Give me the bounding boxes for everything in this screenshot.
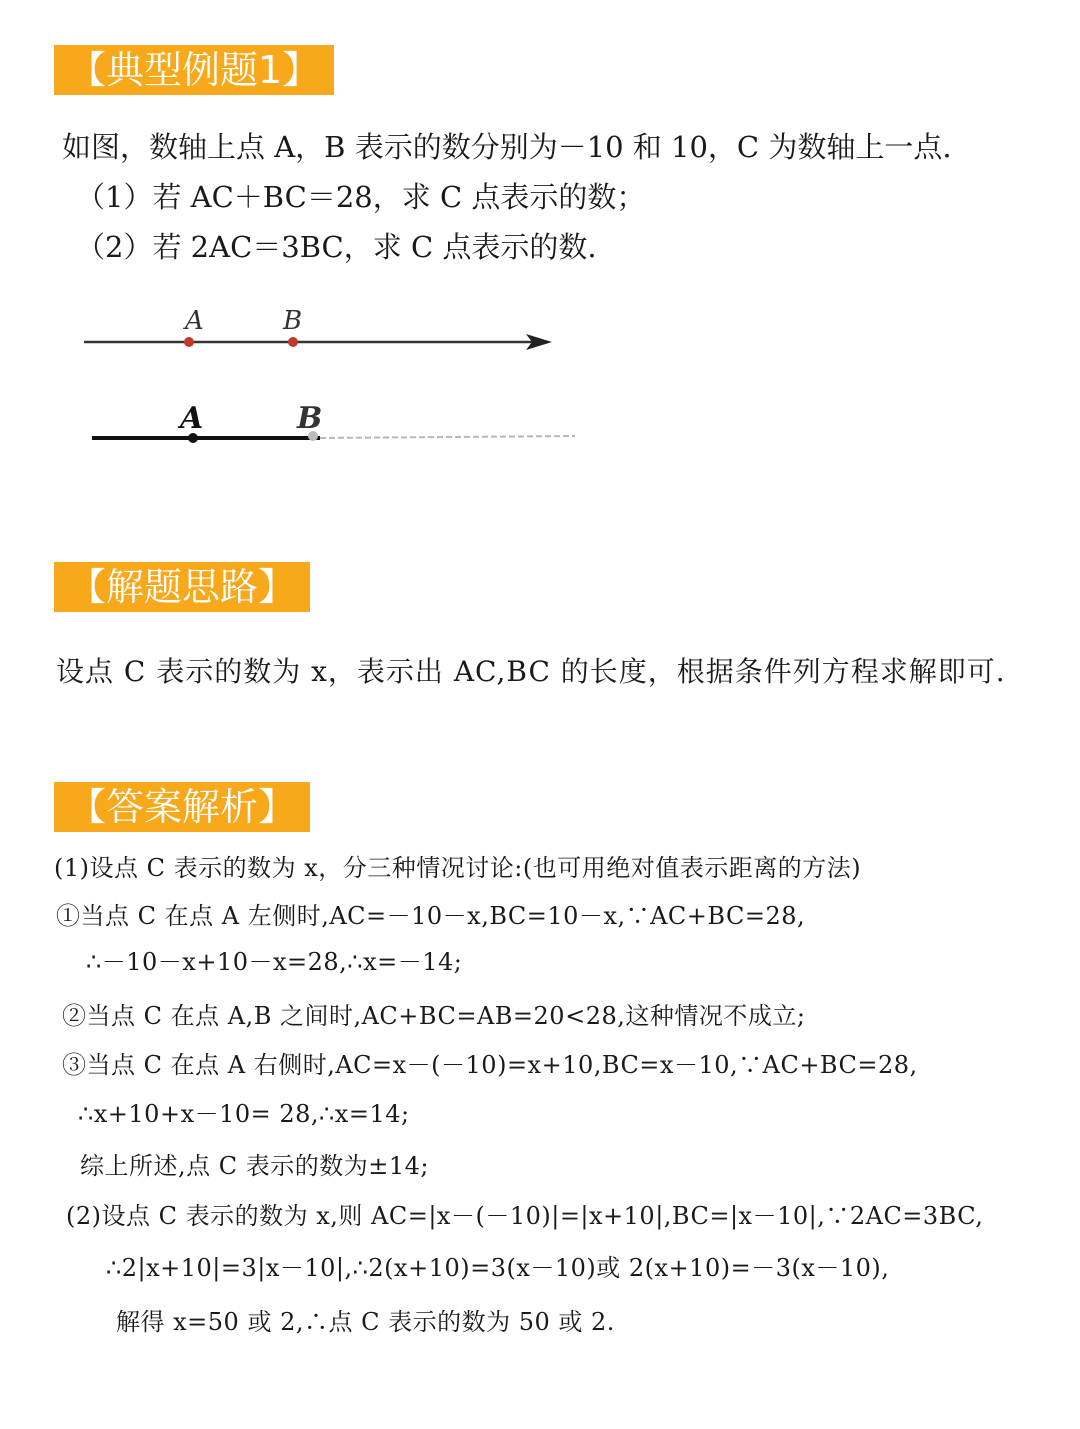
solution-line: (1)设点 C 表示的数为 x，分三种情况讨论:(也可用绝对值表示距离的方法) xyxy=(54,854,862,882)
point-a-label-2: A xyxy=(180,401,204,436)
solution-line: (2)设点 C 表示的数为 x,则 AC=|x－(－10)|=|x+10|,BC=|x－10|,∵2AC=3BC, xyxy=(66,1202,984,1230)
section-tag-example: 【典型例题1】 xyxy=(54,45,334,95)
point-a-label: A xyxy=(185,306,204,336)
solution-line: 综上所述,点 C 表示的数为±14; xyxy=(80,1152,429,1180)
problem-question-1: （1）若 AC＋BC＝28，求 C 点表示的数； xyxy=(76,180,646,214)
solution-line: ②当点 C 在点 A,B 之间时,AC+BC=AB=20<28,这种情况不成立; xyxy=(62,1002,806,1030)
point-b-dot xyxy=(288,337,298,347)
solution-line: ∴－10－x+10－x=28,∴x=－14; xyxy=(86,948,463,976)
section-tag-approach: 【解题思路】 xyxy=(54,562,310,612)
solution-line: 解得 x=50 或 2,∴点 C 表示的数为 50 或 2. xyxy=(116,1308,615,1336)
problem-intro: 如图，数轴上点 A，B 表示的数分别为－10 和 10，C 为数轴上一点. xyxy=(62,130,952,164)
point-b-label: B xyxy=(283,306,303,336)
solution-line: ∴2|x+10|=3|x－10|,∴2(x+10)=3(x－10)或 2(x+10)=－3(x－10), xyxy=(106,1254,890,1282)
solution-line: ③当点 C 在点 A 右侧时,AC=x－(－10)=x+10,BC=x－10,∵AC+BC=28, xyxy=(62,1051,918,1079)
number-line-2 xyxy=(92,401,575,443)
point-a-dot xyxy=(184,337,194,347)
section-tag-solution: 【答案解析】 xyxy=(54,782,310,832)
approach-text: 设点 C 表示的数为 x，表示出 AC,BC 的长度，根据条件列方程求解即可. xyxy=(56,655,1006,688)
solution-line: ①当点 C 在点 A 左侧时,AC=－10－x,BC=10－x,∵AC+BC=28, xyxy=(56,902,806,930)
point-b-label-2: B xyxy=(297,401,323,436)
number-line-1 xyxy=(84,306,552,350)
problem-question-2: （2）若 2AC＝3BC，求 C 点表示的数. xyxy=(76,230,597,264)
solution-line: ∴x+10+x－10= 28,∴x=14; xyxy=(78,1100,410,1128)
